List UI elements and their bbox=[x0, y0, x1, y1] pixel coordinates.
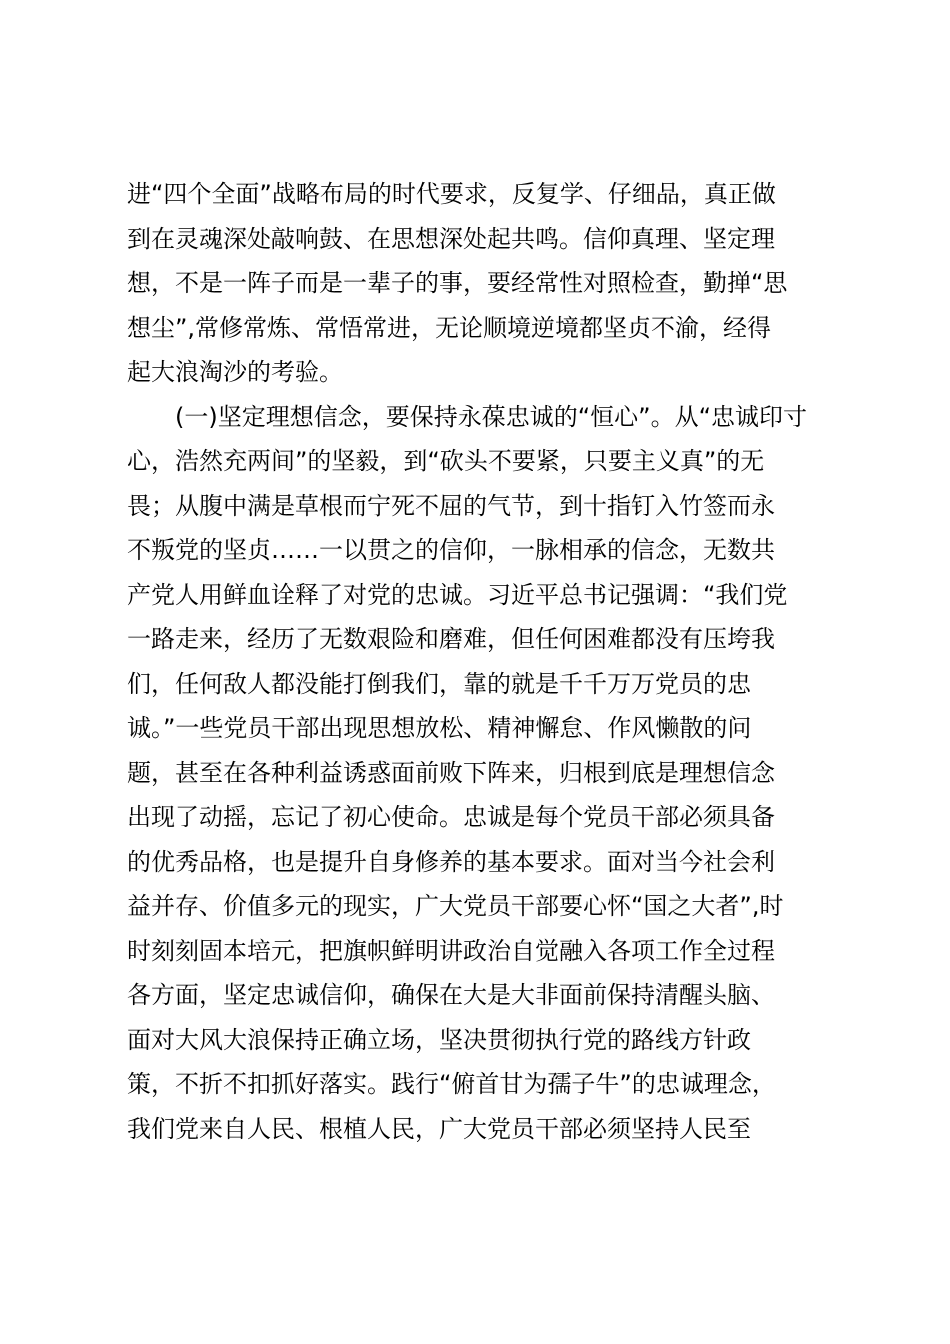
text-line-19: 各方面，坚定忠诚信仰，确保在大是大非面前保持清醒头脑、 bbox=[127, 981, 775, 1009]
text-line-22: 我们党来自人民、根植人民，广大党员干部必须坚持人民至 bbox=[127, 1114, 751, 1143]
text-line-17: 益并存、价值多元的现实，广大党员干部要心怀“国之大者”,时 bbox=[127, 892, 784, 920]
text-line-1: 进“四个全面”战略布局的时代要求，反复学、仔细品，真正做 bbox=[127, 180, 776, 208]
body-text bbox=[127, 172, 837, 1151]
text-line-20: 面对大风大浪保持正确立场，坚决贯彻执行党的路线方针政 bbox=[127, 1025, 751, 1054]
text-line-13: 诚。”一些党员干部出现思想放松、精神懈怠、作风懒散的问 bbox=[127, 714, 752, 742]
text-line-21: 策，不折不扣抓好落实。践行“俯首甘为孺子牛”的忠诚理念， bbox=[127, 1070, 776, 1098]
text-line-7: 心，浩然充两间”的坚毅，到“砍头不要紧，只要主义真”的无 bbox=[127, 447, 765, 475]
text-line-11: 一路走来，经历了无数艰险和磨难，但任何困难都没有压垮我 bbox=[127, 625, 775, 653]
text-line-15: 出现了动摇，忘记了初心使命。忠诚是每个党员干部必须具备 bbox=[127, 803, 775, 831]
section-heading-line: (一)坚定理想信念，要保持永葆忠诚的“恒心”。从“忠诚印寸 bbox=[175, 402, 808, 431]
text-line-14: 题，甚至在各种利益诱惑面前败下阵来，归根到底是理想信念 bbox=[127, 758, 775, 787]
text-line-3: 想，不是一阵子而是一辈子的事，要经常性对照检查，勤掸“思 bbox=[127, 269, 788, 297]
text-line-18: 时刻刻固本培元，把旗帜鲜明讲政治自觉融入各项工作全过程 bbox=[127, 936, 775, 965]
text-line-12: 们，任何敌人都没能打倒我们，靠的就是千千万万党员的忠 bbox=[127, 669, 751, 698]
text-line-4: 想尘”,常修常炼、常悟常进，无论顺境逆境都坚贞不渝，经得 bbox=[127, 313, 772, 342]
text-line-9: 不叛党的坚贞……一以贯之的信仰，一脉相承的信念，无数共 bbox=[127, 536, 775, 564]
text-line-8: 畏；从腹中满是草根而宁死不屈的气节，到十指钉入竹签而永 bbox=[127, 491, 775, 520]
text-line-10: 产党人用鲜血诠释了对党的忠诚。习近平总书记强调：“我们党 bbox=[127, 580, 788, 609]
text-line-2: 到在灵魂深处敲响鼓、在思想深处起共鸣。信仰真理、坚定理 bbox=[127, 224, 775, 253]
text-line-16: 的优秀品格，也是提升自身修养的基本要求。面对当今社会利 bbox=[127, 847, 775, 876]
text-line-5: 起大浪淘沙的考验。 bbox=[127, 358, 343, 386]
